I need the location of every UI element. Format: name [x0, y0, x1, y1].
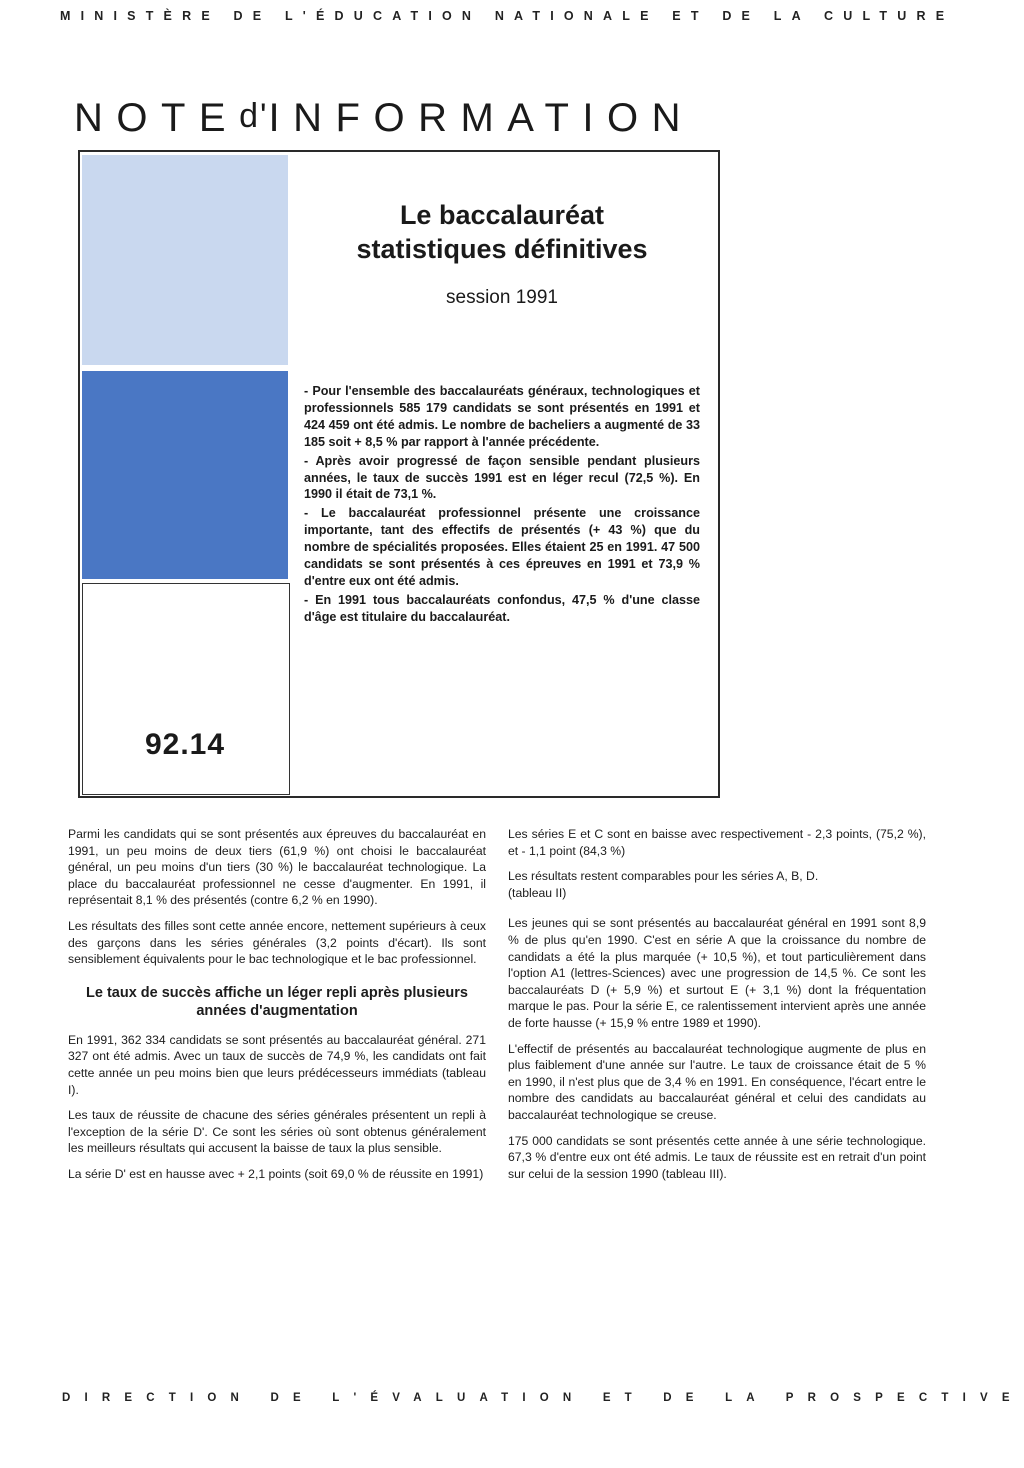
decorative-panel-dark — [82, 371, 288, 579]
body-paragraph: Les résultats restent comparables pour les séries A, B, D. — [508, 869, 819, 884]
ministry-header: MINISTÈRE DE L'ÉDUCATION NATIONALE ET DE LA CULTURE — [60, 9, 955, 23]
body-paragraph: Parmi les candidats qui se sont présentés aux épreuves du baccalauréat en 1991, un peu moins de deux tiers (61,9 %) ont choisi le baccalauréat général, un peu moins d'un tiers (30 %) le baccalauréat technologique. La place du baccalauréat professionnel ne cesse d'augmenter. En 1991, il représentait 8,1 % des présentés (contre 6,2 % en 1990). — [68, 827, 486, 908]
table-reference: (tableau II) — [508, 885, 567, 900]
decorative-panel-light — [82, 155, 288, 365]
issue-number: 92.14 — [144, 728, 226, 761]
session-label: session 1991 — [446, 287, 558, 308]
body-paragraph: En 1991, 362 334 candidats se sont présentés au baccalauréat général. 271 327 ont été admis. Avec un taux de succès de 74,9 %, les candidats ont fait cette année un peu moins bien que leurs prédécesseurs immédiats (tableau I). — [68, 1032, 486, 1097]
summary-point: - Pour l'ensemble des baccalauréats généraux, technologiques et professionnels 585 179 candidats se sont présentés en 1991 et 424 459 ont été admis. Le nombre de bacheliers a augmenté de 33 185 soit + 8,5 % par rapport à l'année précédente. — [304, 384, 700, 449]
note-title-de: d' — [239, 97, 269, 135]
body-paragraph: Les résultats des filles sont cette année encore, nettement supérieurs à ceux des garçons dans les séries générales (3,2 points d'écart). Ils sont sensiblement équivalents pour le bac technologique et le bac professionnel. — [68, 918, 486, 967]
document-title-line-2: statistiques définitives — [356, 234, 648, 264]
body-paragraph: La série D' est en hausse avec + 2,1 points (soit 69,0 % de réussite en 1991) — [68, 1166, 484, 1181]
summary-points — [304, 383, 700, 628]
body-paragraph: Les séries E et C sont en baisse avec respectivement - 2,3 points, (75,2 %), et - 1,1 point (84,3 %) — [508, 827, 926, 858]
summary-point: - Le baccalauréat professionnel présente une croissance importante, tant des effectifs de présentés (+ 43 %) que du nombre de spécialités proposées. Elles étaient 25 en 1991. 47 500 candidats se sont présentés à ces épreuves en 1991 et 73,9 % d'entre eux ont été admis. — [304, 506, 700, 588]
note-title-note: NOTE — [74, 96, 240, 140]
body-paragraph: Les taux de réussite de chacune des séries générales présentent un repli à l'exception de la série D'. Ce sont les séries où sont obtenus généralement les meilleurs résultats qui accusent la baisse de taux la plus sensible. — [68, 1108, 486, 1156]
summary-point: - Après avoir progressé de façon sensible pendant plusieurs années, le taux de succès 1991 est en léger recul (72,5 %). En 1990 il était de 73,1 %. — [304, 453, 700, 502]
body-paragraph: Les jeunes qui se sont présentés au baccalauréat général en 1991 sont 8,9 % de plus qu'en 1990. C'est en série A que la croissance du nombre de candidats a été la plus marquée (+ 10,5 %), et tout particulièrement dans l'option A1 (lettres-Sciences) avec une progression de 14,5 %. Ce sont les baccalauréats D (+ 5,9 %) et surtout E (+ 3,1 %) dont la fréquentation marque le pas. Pour la série E, ce ralentissement intervient après une année de forte hausse (+ 15,9 % entre 1989 et 1990). — [508, 916, 926, 1030]
body-column-left — [68, 826, 486, 1192]
document-title — [292, 198, 712, 266]
document-title-line-1: Le baccalauréat — [399, 200, 605, 230]
note-title — [74, 96, 694, 141]
body-column-right — [508, 826, 926, 1191]
note-title-information: INFORMATION — [268, 96, 695, 140]
body-paragraph: 175 000 candidats se sont présentés cette année à une série technologique. 67,3 % d'entre eux ont été admis. Le taux de réussite est en retrait d'un point sur celui de la session 1990 (tableau III). — [508, 1133, 926, 1181]
section-heading: Le taux de succès affiche un léger repli après plusieurs années d'augmentation — [86, 984, 468, 1019]
issue-number-panel — [82, 583, 290, 795]
direction-footer: DIRECTION DE L'ÉVALUATION ET DE LA PROSPECTIVE — [62, 1392, 1024, 1404]
body-paragraph: L'effectif de présentés au baccalauréat technologique augmente de plus en plus faiblement d'une année sur l'autre. Le taux de croissance était de 5 % en 1990, il n'est plus que de 3,4 % en 1991. En conséquence, l'écart entre le nombre des candidats au baccalauréat général et celui des candidats au baccalauréat technologique se creuse. — [508, 1041, 926, 1122]
summary-point: - En 1991 tous baccalauréats confondus, 47,5 % d'une classe d'âge est titulaire du baccalauréat. — [304, 592, 700, 624]
